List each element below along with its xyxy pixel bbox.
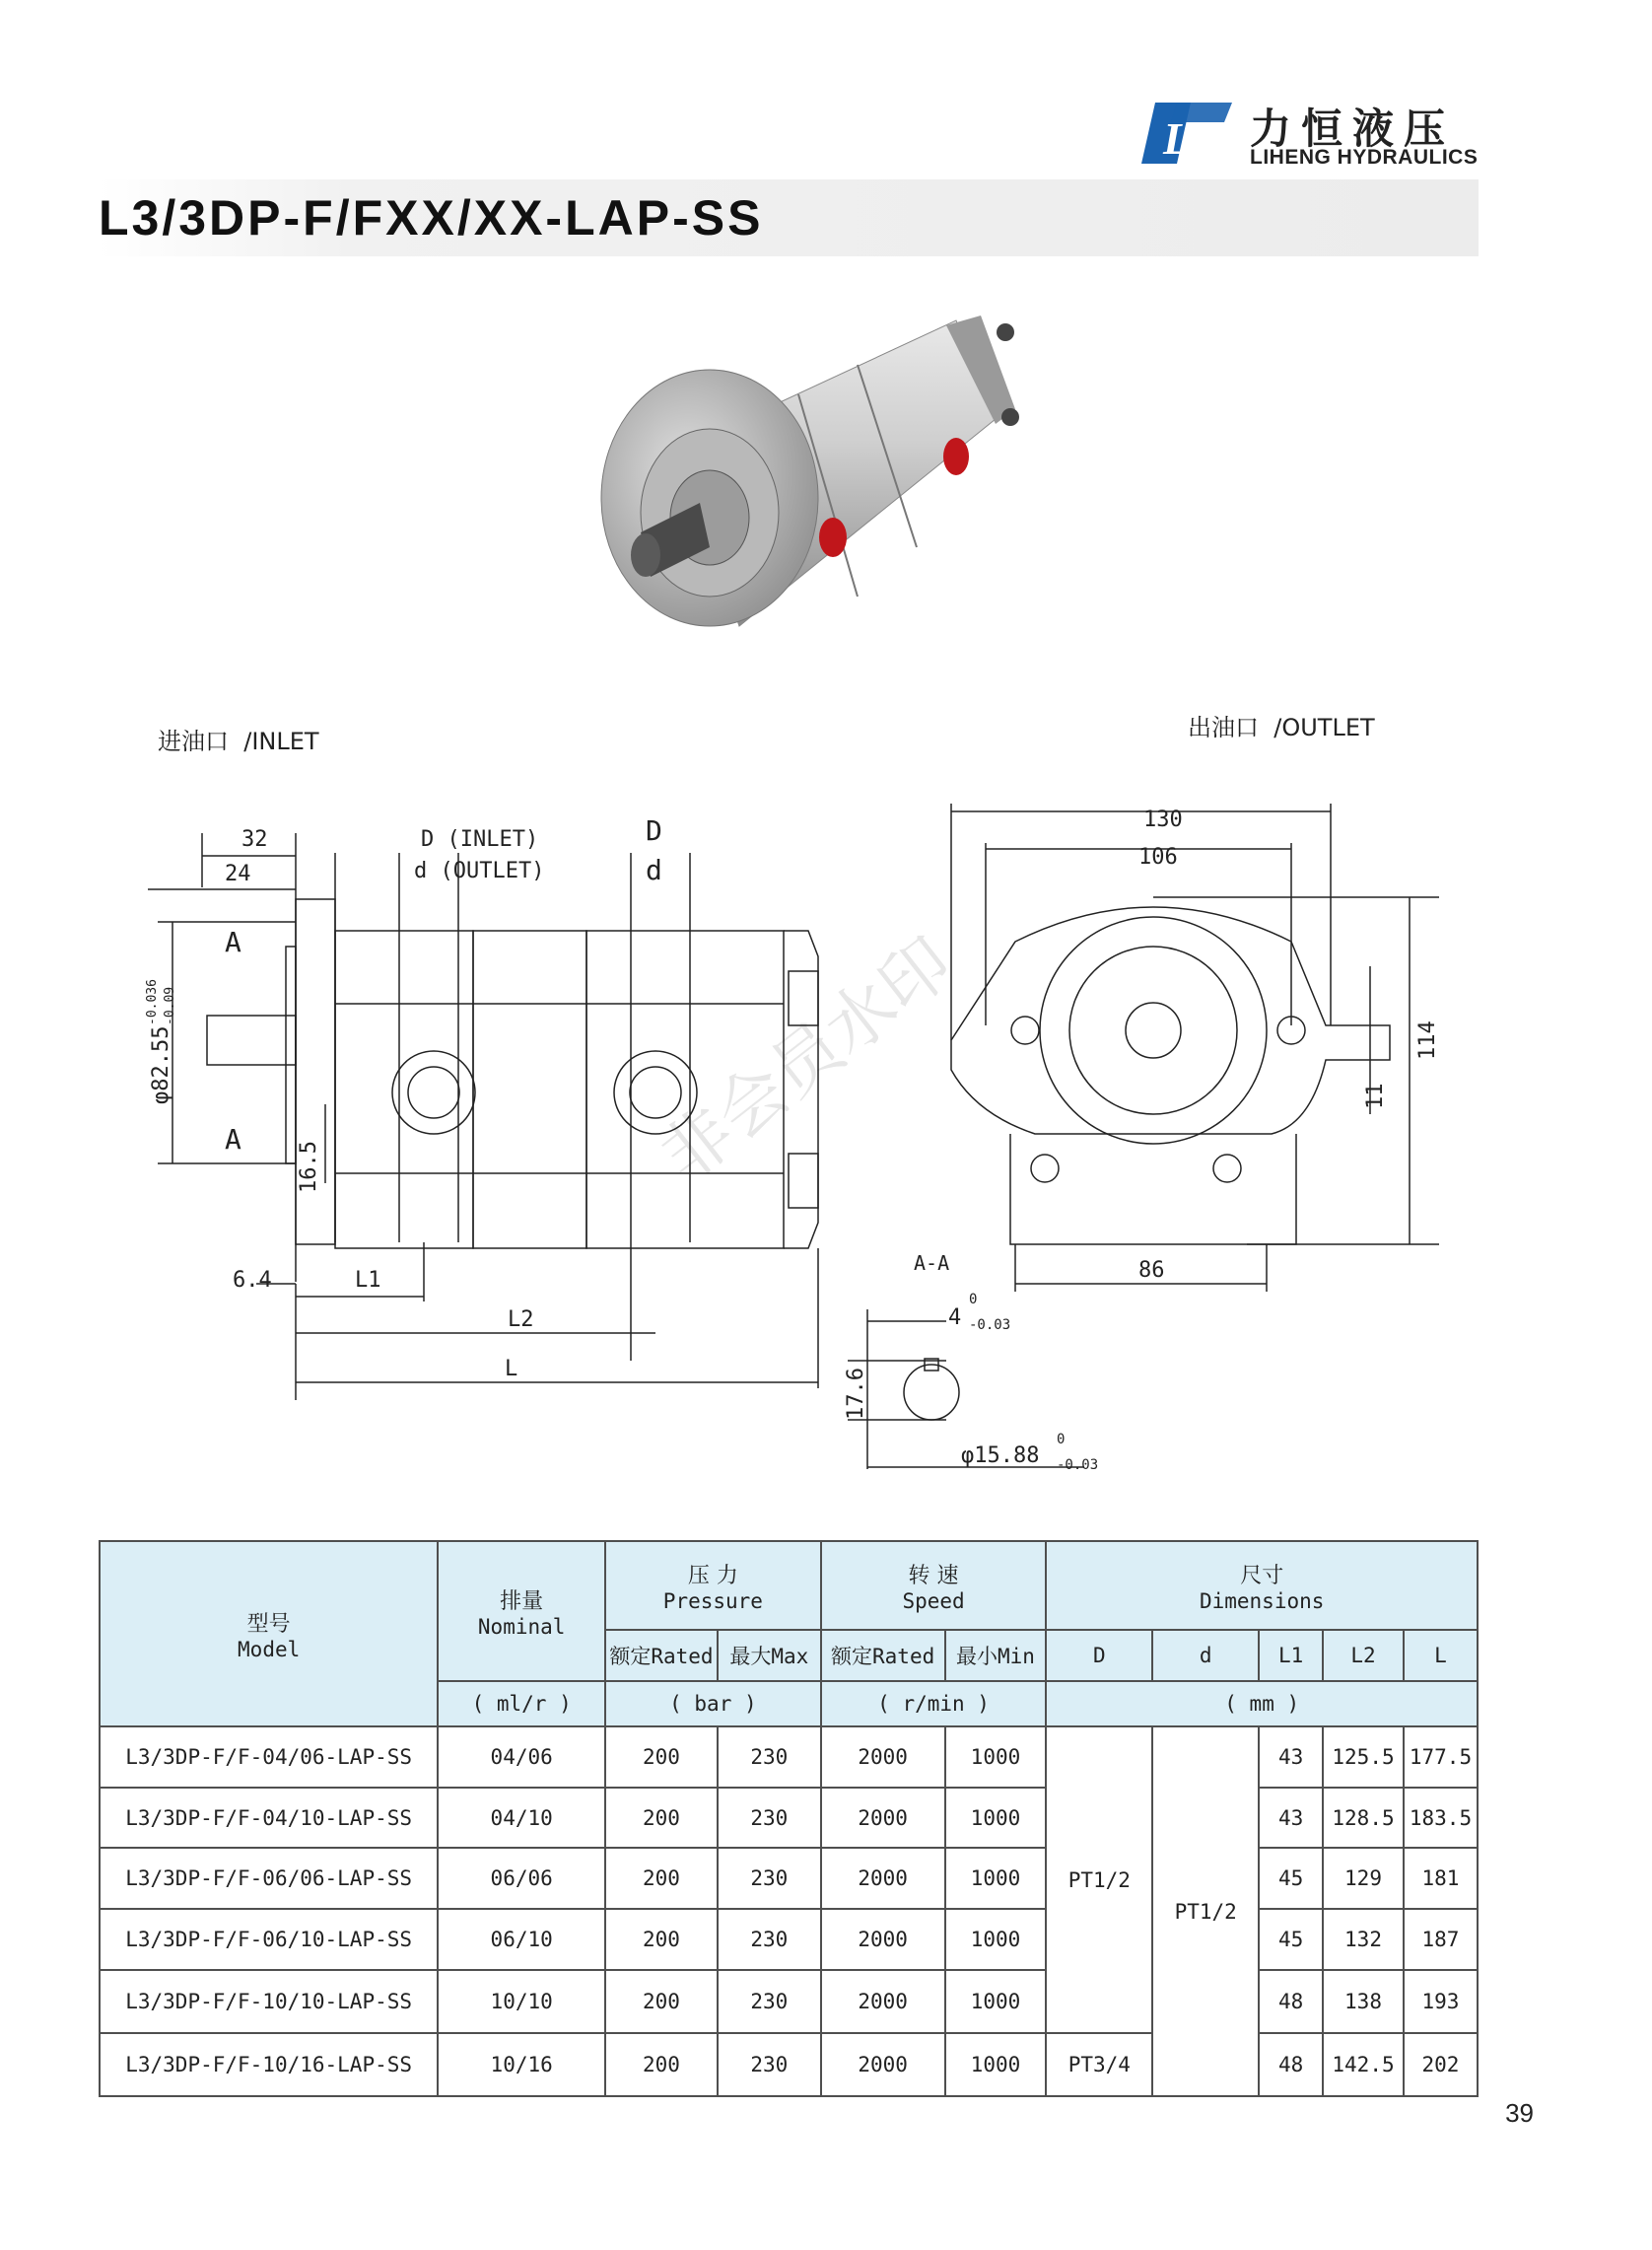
cell-L1: 48 <box>1259 1970 1323 2033</box>
table-row <box>100 1848 1478 1909</box>
table-row <box>100 1970 1478 2033</box>
dim-17-6: 17.6 <box>844 1368 868 1420</box>
dim-32: 32 <box>241 827 268 852</box>
unit-speed: ( r/min ) <box>821 1681 1047 1726</box>
cell-L1: 43 <box>1259 1726 1323 1788</box>
cell-s-min: 1000 <box>945 1970 1047 2033</box>
inlet-label: 进油口 /INLET <box>158 728 319 755</box>
cell-model: L3/3DP-F/F-04/06-LAP-SS <box>100 1726 438 1788</box>
cell-s-min: 1000 <box>945 1909 1047 1970</box>
dim-d-outlet: d (OUTLET) <box>414 859 545 883</box>
cell-disp: 06/10 <box>438 1909 605 1970</box>
cell-L2: 125.5 <box>1323 1726 1404 1788</box>
table-row <box>100 1909 1478 1970</box>
tol-phi15-lower: -0.03 <box>1057 1457 1099 1473</box>
header-d: d <box>1152 1630 1259 1681</box>
header-L2: L2 <box>1323 1630 1404 1681</box>
cell-p-rated: 200 <box>605 1788 718 1848</box>
cell-L2: 132 <box>1323 1909 1404 1970</box>
cell-L2: 142.5 <box>1323 2033 1404 2096</box>
table-row <box>100 1726 1478 1788</box>
cell-s-rated: 2000 <box>821 1848 945 1909</box>
cell-s-min: 1000 <box>945 1848 1047 1909</box>
dim-L2: L2 <box>508 1307 534 1332</box>
cell-s-rated: 2000 <box>821 1788 945 1848</box>
header-dimensions: 尺寸 Dimensions <box>1046 1541 1478 1630</box>
header-pressure-max: 最大Max <box>718 1630 821 1681</box>
dim-L: L <box>505 1357 518 1381</box>
cell-L: 193 <box>1404 1970 1478 2033</box>
tol-4-upper: 0 <box>969 1292 978 1307</box>
cell-d-merged: PT1/2 <box>1152 1726 1259 2096</box>
cell-disp: 10/16 <box>438 2033 605 2096</box>
dim-d: d <box>646 854 662 886</box>
cell-D-last: PT3/4 <box>1046 2033 1152 2096</box>
header-displacement: 排量 Nominal <box>438 1541 605 1681</box>
cell-disp: 04/10 <box>438 1788 605 1848</box>
cell-p-max: 230 <box>718 1848 821 1909</box>
unit-dimensions: ( mm ) <box>1046 1681 1478 1726</box>
unit-displacement: ( ml/r ) <box>438 1681 605 1726</box>
tol-phi15-upper: 0 <box>1057 1432 1066 1447</box>
header-pressure: 压 力 Pressure <box>605 1541 821 1630</box>
cell-p-rated: 200 <box>605 1909 718 1970</box>
cell-L: 187 <box>1404 1909 1478 1970</box>
dim-phi82: φ82.55 <box>149 1025 173 1104</box>
header-model: 型号 Model <box>100 1541 438 1726</box>
cell-s-rated: 2000 <box>821 1726 945 1788</box>
cell-model: L3/3DP-F/F-06/10-LAP-SS <box>100 1909 438 1970</box>
cell-L1: 45 <box>1259 1848 1323 1909</box>
dim-114: 114 <box>1415 1020 1440 1060</box>
label-A-top: A <box>225 926 241 958</box>
cell-L2: 129 <box>1323 1848 1404 1909</box>
tol-4-lower: -0.03 <box>969 1317 1011 1333</box>
dim-130: 130 <box>1143 808 1183 832</box>
tol-phi82-upper: -0.036 <box>145 979 160 1025</box>
cell-p-rated: 200 <box>605 1848 718 1909</box>
dim-6-4: 6.4 <box>233 1268 272 1293</box>
brand-name-en: LIHENG HYDRAULICS <box>1250 146 1479 169</box>
cell-model: L3/3DP-F/F-04/10-LAP-SS <box>100 1788 438 1848</box>
cell-s-rated: 2000 <box>821 2033 945 2096</box>
dim-11: 11 <box>1363 1083 1388 1109</box>
cell-p-max: 230 <box>718 2033 821 2096</box>
cell-model: L3/3DP-F/F-10/16-LAP-SS <box>100 2033 438 2096</box>
cell-L: 202 <box>1404 2033 1478 2096</box>
cell-p-rated: 200 <box>605 2033 718 2096</box>
dim-24: 24 <box>225 862 251 886</box>
table-row <box>100 2033 1478 2096</box>
cell-L: 181 <box>1404 1848 1478 1909</box>
tol-phi82-lower: -0.09 <box>163 986 177 1025</box>
header-L: L <box>1404 1630 1478 1681</box>
header-L1: L1 <box>1259 1630 1323 1681</box>
cell-L1: 43 <box>1259 1788 1323 1848</box>
dim-106: 106 <box>1138 845 1178 870</box>
brand-name-cn: 力恒液压 <box>1250 105 1456 153</box>
table-row <box>100 1788 1478 1848</box>
cell-L: 183.5 <box>1404 1788 1478 1848</box>
header-speed-rated: 额定Rated <box>821 1630 945 1681</box>
unit-pressure: ( bar ) <box>605 1681 821 1726</box>
cell-model: L3/3DP-F/F-06/06-LAP-SS <box>100 1848 438 1909</box>
dim-D-inlet: D (INLET) <box>421 827 539 852</box>
cell-disp: 10/10 <box>438 1970 605 2033</box>
svg-text:LH: LH <box>1163 113 1226 164</box>
cell-p-rated: 200 <box>605 1726 718 1788</box>
cell-s-rated: 2000 <box>821 1909 945 1970</box>
page-title: L3/3DP-F/FXX/XX-LAP-SS <box>99 190 764 246</box>
header-speed-min: 最小Min <box>945 1630 1047 1681</box>
cell-disp: 04/06 <box>438 1726 605 1788</box>
cell-L1: 45 <box>1259 1909 1323 1970</box>
cell-L2: 138 <box>1323 1970 1404 2033</box>
cell-p-max: 230 <box>718 1788 821 1848</box>
cell-p-max: 230 <box>718 1909 821 1970</box>
watermark: 非会员水印 <box>646 921 968 1198</box>
cell-L2: 128.5 <box>1323 1788 1404 1848</box>
cell-D-merged: PT1/2 <box>1046 1726 1152 2033</box>
cell-p-max: 230 <box>718 1726 821 1788</box>
dim-4: 4 <box>948 1305 962 1330</box>
dim-L1: L1 <box>355 1268 381 1293</box>
cell-s-min: 1000 <box>945 1726 1047 1788</box>
cell-model: L3/3DP-F/F-10/10-LAP-SS <box>100 1970 438 2033</box>
dim-86: 86 <box>1138 1258 1165 1283</box>
cell-p-rated: 200 <box>605 1970 718 2033</box>
spec-table <box>99 1540 1479 2097</box>
dim-D: D <box>646 814 662 847</box>
cell-L1: 48 <box>1259 2033 1323 2096</box>
cell-L: 177.5 <box>1404 1726 1478 1788</box>
section-label: A-A <box>914 1251 950 1275</box>
cell-s-rated: 2000 <box>821 1970 945 2033</box>
cell-s-min: 1000 <box>945 1788 1047 1848</box>
header-D: D <box>1046 1630 1152 1681</box>
cell-p-max: 230 <box>718 1970 821 2033</box>
dim-16-5: 16.5 <box>297 1141 321 1193</box>
header-pressure-rated: 额定Rated <box>605 1630 718 1681</box>
header-speed: 转 速 Speed <box>821 1541 1047 1630</box>
label-A-bottom: A <box>225 1123 241 1156</box>
cell-disp: 06/06 <box>438 1848 605 1909</box>
outlet-label: 出油口 /OUTLET <box>1188 714 1375 741</box>
dim-phi15: φ15.88 <box>961 1443 1040 1468</box>
cell-s-min: 1000 <box>945 2033 1047 2096</box>
page-number: 39 <box>1505 2098 1534 2128</box>
